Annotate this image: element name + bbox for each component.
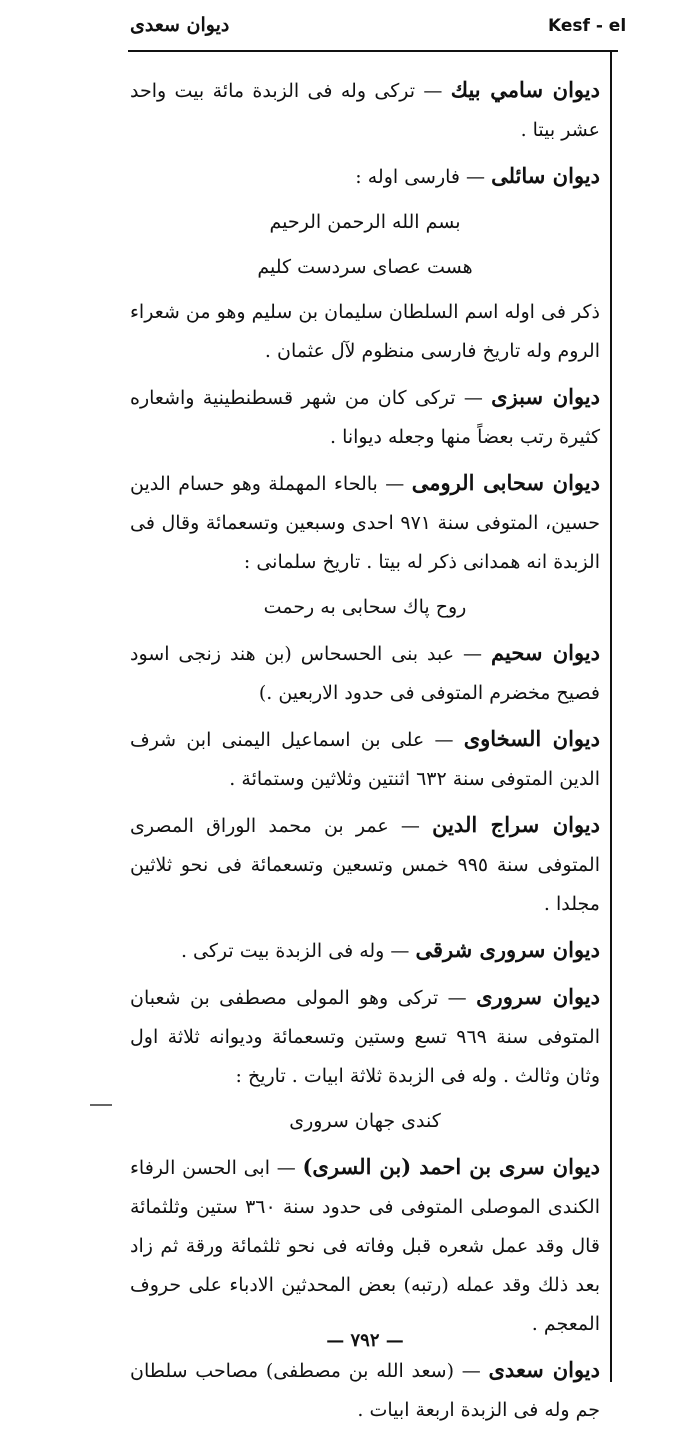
entry-paragraph [130,977,600,1096]
entry-paragraph [130,805,600,924]
entry-title: ديوان سرورى شرقى [415,937,600,962]
verse-line: هست عصاى سردست كليم [257,256,473,278]
entry-title: ديوان السخاوى [463,726,600,751]
entry-text: ذكر فى اوله اسم السلطان سليمان بن سليم وهو من شعراء الروم وله تاريخ فارسى منظوم لآل عثمان . [130,301,600,362]
entry-paragraph [130,1350,600,1430]
entry-title: ديوان سعدى [488,1357,600,1382]
entry-text: — تركى وله فى الزبدة مائة بيت واحد عشر بيتا . [130,80,600,141]
entry-text: — على بن اسماعيل اليمنى ابن شرف الدين المتوفى سنة ٦٣٢ اثنتين وثلاثين وستمائة . [130,729,600,790]
entry-text: — ابى الحسن الرفاء الكندى الموصلى المتوفى فى حدود سنة ٣٦٠ ستين وثلثمائة قال وقد عمل شعره قبل وفاته فى نحو ثلثمائة ورقة ثم زاد بعد ذلك وقد عمله (رتبه) بعض المحدثين الادباء على حروف المعجم . [130,1157,600,1335]
verse-line: بسم الله الرحمن الرحيم [269,211,461,233]
entry-text: — تركى كان من شهر قسطنطينية واشعاره كثيرة رتب بعضاً منها وجعله ديوانا . [130,387,600,448]
entry-title: ديوان سراج الدين [432,812,600,837]
running-head-title: ديوان سعدى [130,14,230,36]
entry-text: — (سعد الله بن مصطفى) مصاحب سلطان جم وله فى الزبدة اربعة ابيات . [130,1360,600,1421]
entry-paragraph [130,377,600,457]
entry-paragraph [130,930,600,971]
verse-line: روح پاك سحابى به رحمت [263,596,467,618]
entry-text: — وله فى الزبدة بيت تركى . [180,940,416,962]
entry-title: ديوان سبزى [491,384,600,409]
entry-text: — تركى وهو المولى مصطفى بن شعبان المتوفى سنة ٩٦٩ تسع وستين وتسعمائة وديوانه ثلاثة اول وثان وثالث . وله فى الزبدة ثلاثة ابيات . تاريخ : [130,987,600,1087]
entry-title: ديوان سحابى الرومى [411,470,600,495]
entry-paragraph [130,293,600,371]
entry-title: ديوان سامي بيك [450,77,600,102]
entry-text: — بالحاء المهملة وهو حسام الدين حسين، المتوفى سنة ٩٧١ احدى وسبعين وتسعمائة وقال فى الزبدة انه همدانى ذكر له بيتا . تاريخ سلمانى : [130,473,600,573]
entry-title: ديوان سرى بن احمد (بن السرى) [302,1154,600,1179]
margin-rule [610,52,612,1382]
entry-title: ديوان سحيم [491,640,600,665]
page-number: — ٧٩٢ — [326,1330,404,1351]
margin-pencil-mark [90,1104,112,1106]
entry-paragraph [130,719,600,799]
verse-line: كندى جهان سرورى [289,1110,441,1132]
entry-title: ديوان سائلى [491,163,600,188]
entry-paragraph [130,463,600,582]
entry-text: — عبد بنى الحسحاس (بن هند زنجى اسود فصيح مخضرم المتوفى فى حدود الاربعين .) [130,643,600,704]
entry-paragraph [130,70,600,150]
entry-text: — فارسى اوله : [355,166,492,188]
entry-paragraph [130,633,600,713]
entry-title: ديوان سرورى [476,984,601,1009]
entry-text: — عمر بن محمد الوراق المصرى المتوفى سنة ٩٩٥ خمس وتسعين وتسعمائة فى نحو ثلاثين مجلدا . [130,815,600,915]
header-rule [128,50,618,52]
entry-paragraph [130,1147,600,1344]
page-body [130,70,600,1436]
entry-paragraph [130,156,600,197]
running-head-left: Kesf - el [548,16,627,36]
